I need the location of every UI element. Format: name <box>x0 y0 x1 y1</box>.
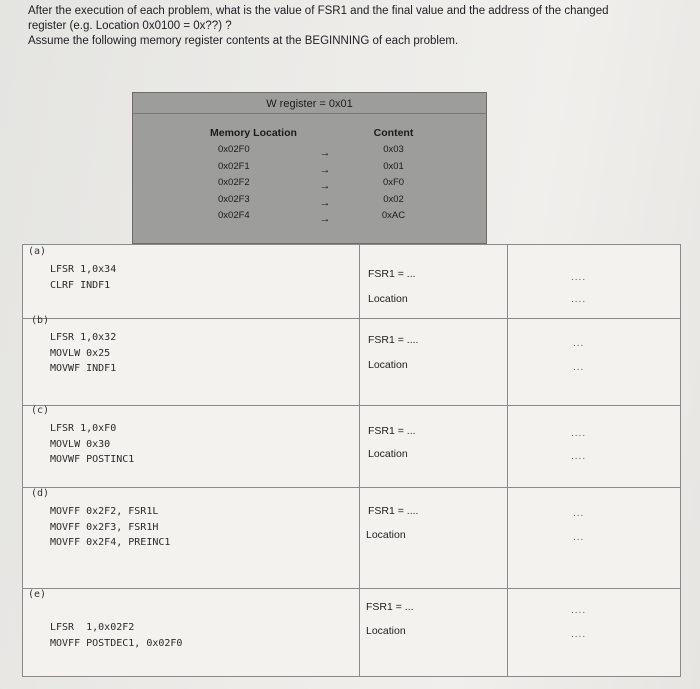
value-placeholder: ... <box>573 532 585 543</box>
problem-label: (c) <box>31 405 50 416</box>
arrow-right-icon: → <box>319 163 331 176</box>
memory-location-cell: 0x02F3 <box>218 193 250 205</box>
location-answer: Location <box>368 293 408 305</box>
memory-location-column <box>210 127 320 225</box>
content-cell: 0x01 <box>383 160 404 172</box>
arrow-column <box>315 145 335 228</box>
instructions <box>28 4 693 49</box>
column-divider <box>359 245 360 676</box>
content-header: Content <box>373 127 414 139</box>
memory-table <box>132 92 487 244</box>
row-divider <box>23 405 680 406</box>
problem-code: LFSR 1,0x02F2 MOVFF POSTDEC1, 0x02F0 <box>50 622 183 649</box>
title-divider <box>133 113 486 114</box>
fsr1-answer: FSR1 = ... <box>368 425 416 437</box>
content-cell: 0x03 <box>383 144 404 155</box>
memory-location-cell: 0x02F1 <box>218 160 250 172</box>
row-divider <box>23 487 680 488</box>
problem-label: (b) <box>31 315 50 326</box>
value-placeholder: ... <box>573 508 585 519</box>
content-column <box>361 127 426 225</box>
value-placeholder: .... <box>571 272 587 283</box>
value-placeholder: .... <box>571 629 587 640</box>
fsr1-answer: FSR1 = .... <box>368 505 419 517</box>
value-placeholder: .... <box>571 605 587 616</box>
problem-code: LFSR 1,0x32 MOVLW 0x25 MOVWF INDF1 <box>50 332 117 374</box>
problems-table <box>22 244 681 677</box>
fsr1-answer: FSR1 = ... <box>366 601 414 613</box>
value-placeholder: .... <box>571 428 587 439</box>
content-cell: 0x02 <box>383 193 404 205</box>
problem-label: (d) <box>31 488 50 499</box>
problem-code: MOVFF 0x2F2, FSR1L MOVFF 0x2F3, FSR1H MOVFF 0x2F4, PREINC1 <box>50 506 171 548</box>
memory-location-cell: 0x02F2 <box>218 177 250 189</box>
column-divider <box>507 245 508 676</box>
location-answer: Location <box>368 448 408 460</box>
arrow-right-icon: → <box>319 196 331 209</box>
instructions-line-2: register (e.g. Location 0x0100 = 0x??) ? <box>28 20 232 32</box>
problem-code: LFSR 1,0xF0 MOVLW 0x30 MOVWF POSTINC1 <box>50 423 135 465</box>
row-divider <box>23 318 680 319</box>
fsr1-answer: FSR1 = .... <box>368 334 419 346</box>
arrow-right-icon: → <box>319 213 331 226</box>
row-divider <box>23 588 680 589</box>
value-placeholder: .... <box>571 451 587 462</box>
location-answer: Location <box>366 625 406 637</box>
arrow-right-icon: → <box>319 180 331 193</box>
content-cell: 0xAC <box>381 210 406 222</box>
instructions-line-3: Assume the following memory register contents at the BEGINNING of each problem. <box>28 35 459 47</box>
content-cell: 0xF0 <box>382 177 405 189</box>
value-placeholder: ... <box>573 362 585 373</box>
instructions-line-1: After the execution of each problem, what is the value of FSR1 and the final value and the address of the changed <box>28 5 609 17</box>
fsr1-answer: FSR1 = ... <box>368 268 416 280</box>
value-placeholder: .... <box>571 294 587 305</box>
memory-location-header: Memory Location <box>210 127 297 139</box>
problem-code: LFSR 1,0x34 CLRF INDF1 <box>50 264 117 291</box>
memory-location-cell: 0x02F4 <box>218 210 250 222</box>
w-register-title: W register = 0x01 <box>266 98 353 110</box>
arrow-right-icon: → <box>319 147 331 159</box>
problem-label: (e) <box>28 589 47 600</box>
location-answer: Location <box>368 359 408 371</box>
memory-location-cell: 0x02F0 <box>218 144 250 155</box>
location-answer: Location <box>366 529 406 541</box>
problem-label: (a) <box>28 246 47 257</box>
value-placeholder: ... <box>573 338 585 349</box>
